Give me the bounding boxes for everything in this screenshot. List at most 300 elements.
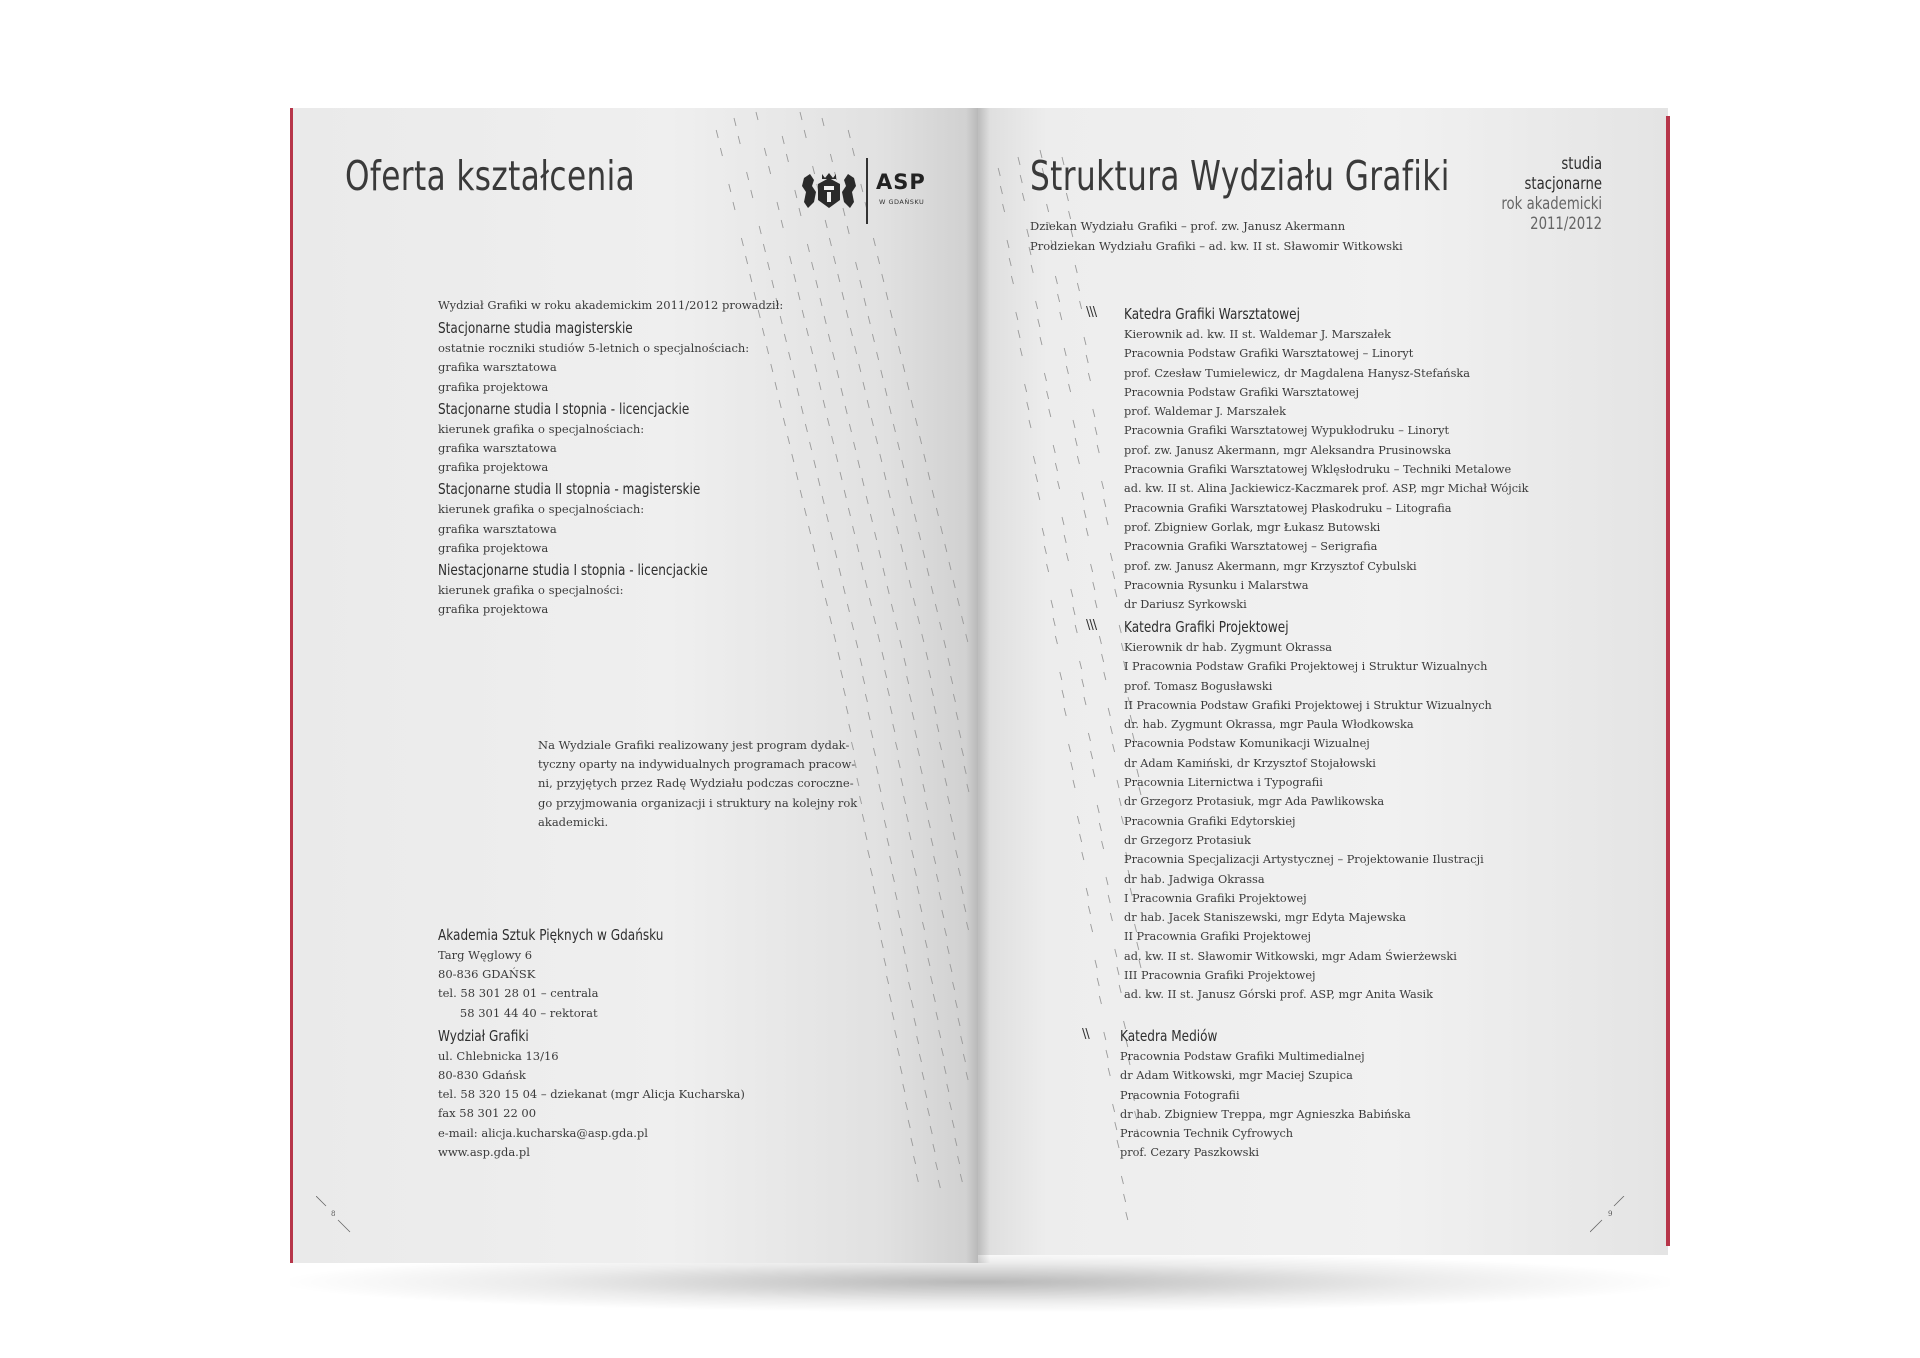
programs-list — [438, 317, 784, 619]
decorative-tick — [887, 586, 889, 594]
decorative-tick — [1036, 474, 1038, 482]
decorative-tick — [870, 514, 872, 522]
decorative-tick — [887, 838, 889, 846]
decorative-tick — [928, 1108, 930, 1116]
decorative-tick — [860, 796, 862, 804]
decorative-tick — [897, 526, 899, 534]
decorative-tick — [795, 190, 797, 198]
page-number-left: 8 — [331, 1210, 336, 1218]
decorative-tick — [1075, 265, 1077, 273]
decorative-tick — [961, 1036, 963, 1044]
faculty-contact-line: ul. Chlebnicka 13/16 — [438, 1048, 559, 1063]
decorative-tick — [942, 910, 944, 918]
study-mode-label — [1501, 154, 1602, 234]
decorative-tick — [786, 154, 788, 162]
decorative-tick — [838, 652, 840, 660]
decorative-tick — [916, 1174, 918, 1182]
decorative-tick — [933, 1144, 935, 1152]
decorative-tick — [939, 892, 941, 900]
decorative-tick — [915, 418, 917, 426]
decorative-tick — [870, 868, 872, 876]
decorative-tick — [936, 874, 938, 882]
katedra-item: ad. kw. II st. Sławomir Witkowski, mgr Adam Świerżewski — [1124, 949, 1457, 963]
decorative-tick — [829, 238, 831, 246]
decorative-tick — [879, 784, 881, 792]
decorative-tick — [1088, 373, 1090, 381]
decorative-tick — [939, 1030, 941, 1038]
decorative-tick — [1033, 456, 1035, 464]
vice-dean-line: Prodziekan Wydziału Grafiki – ad. kw. II st. Sławomir Witkowski — [1030, 239, 1403, 253]
decorative-tick — [887, 688, 889, 696]
logo-subtitle: W GDAŃSKU — [879, 198, 925, 206]
decorative-tick — [819, 382, 821, 390]
decorative-tick — [950, 964, 952, 972]
decorative-tick — [864, 298, 866, 306]
program-line: grafika warsztatowa — [438, 360, 557, 375]
decorative-tick — [841, 670, 843, 678]
katedra-item: Pracownia Grafiki Warsztatowej Wklęsłodruku – Techniki Metalowe — [1124, 463, 1512, 477]
decorative-tick — [720, 148, 722, 156]
decorative-tick — [1075, 625, 1077, 633]
decorative-tick — [901, 544, 903, 552]
decorative-tick — [1077, 456, 1079, 464]
decorative-tick — [738, 136, 740, 144]
decorative-tick — [772, 280, 774, 288]
decorative-tick — [834, 256, 836, 264]
decorative-tick — [886, 292, 888, 300]
decorative-tick — [1058, 481, 1060, 489]
academy-contact-line: tel. 58 301 28 01 – centrala — [438, 986, 599, 1001]
decorative-tick — [876, 904, 878, 912]
program-line: ostatnie roczniki studiów 5-letnich o specjalnościach: — [438, 341, 750, 356]
decorative-tick — [789, 352, 791, 360]
decorative-tick — [818, 478, 820, 486]
decorative-tick — [841, 388, 843, 396]
decorative-tick — [865, 832, 867, 840]
decorative-tick — [850, 328, 852, 336]
slash-marker: \\\ — [1086, 618, 1097, 633]
decorative-tick — [811, 346, 813, 354]
katedra-section — [1082, 1025, 1411, 1163]
decorative-tick — [879, 550, 881, 558]
decorative-tick — [926, 652, 928, 660]
decorative-tick — [844, 490, 846, 498]
asp-logo — [800, 158, 932, 224]
decorative-tick — [1062, 517, 1064, 525]
decorative-tick — [833, 352, 835, 360]
page-title-right: Struktura Wydziału Grafiki — [1030, 152, 1450, 200]
decorative-tick — [794, 274, 796, 282]
decorative-tick — [790, 256, 792, 264]
decorative-tick — [913, 598, 915, 606]
decorative-tick — [919, 1054, 921, 1062]
decorative-tick — [903, 946, 905, 954]
logo-wordmark: ASP — [876, 170, 926, 194]
katedra-item: ad. kw. II st. Janusz Górski prof. ASP, mgr Anita Wasik — [1124, 988, 1434, 1002]
decorative-tick — [751, 190, 753, 198]
decorative-tick — [889, 406, 891, 414]
decorative-tick — [800, 112, 802, 120]
decorative-tick — [900, 1066, 902, 1074]
decorative-tick — [835, 550, 837, 558]
decorative-tick — [1031, 265, 1033, 273]
decorative-tick — [852, 622, 854, 630]
decorative-tick — [945, 928, 947, 936]
decorative-tick — [955, 1000, 957, 1008]
decorative-tick — [887, 976, 889, 984]
decorative-tick — [1077, 816, 1079, 824]
decorative-tick — [832, 436, 834, 444]
decorative-tick — [823, 400, 825, 408]
decorative-tick — [871, 418, 873, 426]
decorative-tick — [947, 1084, 949, 1092]
decorative-tick — [801, 406, 803, 414]
decorative-tick — [945, 778, 947, 786]
decorative-tick — [885, 670, 887, 678]
decorative-tick — [862, 478, 864, 486]
decorative-tick — [927, 568, 929, 576]
decorative-tick — [733, 202, 735, 210]
decorative-tick — [822, 496, 824, 504]
decorative-tick — [877, 352, 879, 360]
decorative-tick — [897, 1048, 899, 1056]
decorative-tick — [931, 688, 933, 696]
decorative-tick — [1044, 373, 1046, 381]
decorative-tick — [1020, 175, 1022, 183]
decorative-tick — [923, 922, 925, 930]
katedra-item: dr Dariusz Syrkowski — [1124, 598, 1247, 612]
decorative-tick — [953, 982, 955, 990]
decorative-tick — [873, 886, 875, 894]
decorative-tick — [1066, 366, 1068, 374]
decorative-tick — [889, 994, 891, 1002]
katedra-item: Pracownia Podstaw Komunikacji Wizualnej — [1124, 737, 1370, 751]
description-line: akademicki. — [538, 814, 609, 829]
katedra-section — [1086, 616, 1492, 1005]
program-heading: Stacjonarne studia II stopnia - magisterskie — [438, 480, 701, 499]
decorative-tick — [859, 364, 861, 372]
decorative-tick — [856, 640, 858, 648]
decorative-tick — [909, 982, 911, 990]
decorative-tick — [925, 1090, 927, 1098]
decorative-tick — [935, 604, 937, 612]
decorative-tick — [911, 1000, 913, 1008]
decorative-tick — [962, 616, 964, 624]
decorative-tick — [899, 346, 901, 354]
decorative-tick — [1009, 258, 1011, 266]
program-line: kierunek grafika o specjalnościach: — [438, 421, 645, 436]
decorative-tick — [1018, 330, 1020, 338]
decorative-tick — [865, 580, 867, 588]
decorative-tick — [802, 310, 804, 318]
decorative-tick — [820, 298, 822, 306]
decorative-tick — [947, 946, 949, 954]
faculty-contact-line: www.asp.gda.pl — [438, 1144, 530, 1159]
decorative-tick — [953, 694, 955, 702]
decorative-tick — [1086, 528, 1088, 536]
decorative-tick — [797, 388, 799, 396]
decorative-tick — [1064, 535, 1066, 543]
decorative-tick — [813, 544, 815, 552]
decorative-tick — [1049, 409, 1051, 417]
decorative-tick — [944, 640, 946, 648]
decorative-tick — [1027, 229, 1029, 237]
description-line: go przyjmowania organizacji i struktury na kolejny rok — [538, 795, 858, 810]
katedra-item: dr. hab. Zygmunt Okrassa, mgr Paula Włodkowska — [1124, 718, 1414, 732]
katedra-item: prof. Tomasz Bogusławski — [1124, 679, 1273, 693]
academy-contact — [438, 924, 745, 1162]
dean-info — [1030, 216, 1403, 256]
decorative-tick — [764, 148, 766, 156]
study-mode-line-2: stacjonarne — [1524, 174, 1602, 194]
decorative-tick — [958, 1156, 960, 1164]
decorative-tick — [898, 760, 900, 768]
decorative-tick — [871, 730, 873, 738]
decorative-tick — [961, 886, 963, 894]
katedra-item: Pracownia Podstaw Grafiki Warsztatowej – Linoryt — [1124, 347, 1414, 361]
decorative-tick — [910, 496, 912, 504]
decorative-tick — [847, 604, 849, 612]
decorative-tick — [901, 778, 903, 786]
decorative-tick — [848, 130, 850, 138]
decorative-tick — [909, 832, 911, 840]
decorative-tick — [930, 1126, 932, 1134]
decorative-tick — [959, 730, 961, 738]
decorative-tick — [872, 334, 874, 342]
decorative-tick — [1084, 510, 1086, 518]
decorative-tick — [806, 328, 808, 336]
decorative-tick — [934, 856, 936, 864]
decorative-tick — [1071, 589, 1073, 597]
decorative-tick — [890, 310, 892, 318]
decorative-tick — [796, 472, 798, 480]
decorative-tick — [1124, 1194, 1126, 1202]
decorative-tick — [895, 1030, 897, 1038]
katedra-item: II Pracownia Podstaw Grafiki Projektowej i Struktur Wizualnych — [1124, 698, 1492, 712]
decorative-tick — [931, 586, 933, 594]
katedra-list — [1124, 325, 1529, 614]
decorative-tick — [838, 274, 840, 282]
academy-contact-line: 80-836 GDAŃSK — [438, 967, 536, 982]
decorative-tick — [924, 454, 926, 462]
katedra-item: prof. Czesław Tumielewicz, dr Magdalena Hanysz-Stefańska — [1124, 366, 1470, 380]
decorative-tick — [934, 706, 936, 714]
faculty-contact-line: fax 58 301 22 00 — [438, 1106, 537, 1121]
katedra-section — [1086, 303, 1529, 614]
decorative-tick — [1064, 708, 1066, 716]
decorative-tick — [932, 490, 934, 498]
decorative-tick — [894, 328, 896, 336]
decorative-tick — [936, 1012, 938, 1020]
slash-marker: \\\ — [1086, 305, 1097, 320]
decorative-tick — [948, 796, 950, 804]
decorative-tick — [905, 562, 907, 570]
decorative-tick — [1064, 348, 1066, 356]
decorative-tick — [824, 316, 826, 324]
katedra-item: dr hab. Jadwiga Okrassa — [1124, 872, 1265, 886]
decorative-tick — [1018, 157, 1020, 165]
decorative-tick — [875, 532, 877, 540]
katedra-item: I Pracownia Grafiki Projektowej — [1124, 891, 1307, 905]
decorative-tick — [828, 334, 830, 342]
program-line: grafika warsztatowa — [438, 441, 557, 456]
decorative-tick — [788, 436, 790, 444]
decorative-tick — [1084, 337, 1086, 345]
katedra-heading-row — [1082, 1025, 1411, 1047]
decorative-tick — [912, 850, 914, 858]
decorative-tick — [873, 238, 875, 246]
decorative-tick — [849, 724, 851, 732]
programs-block — [438, 296, 784, 619]
decorative-tick — [777, 202, 779, 210]
academic-year-label: rok akademicki — [1501, 194, 1602, 214]
decorative-tick — [1051, 600, 1053, 608]
program-description — [538, 736, 857, 832]
decorative-tick — [908, 1120, 910, 1128]
decorative-tick — [937, 724, 939, 732]
decorative-tick — [966, 634, 968, 642]
katedra-item: dr hab. Jacek Staniszewski, mgr Edyta Majewska — [1124, 911, 1407, 925]
decorative-tick — [1080, 301, 1082, 309]
decorative-tick — [1038, 492, 1040, 500]
decorative-tick — [1053, 618, 1055, 626]
decorative-tick — [855, 346, 857, 354]
faculty-heading: Wydział Grafiki — [438, 1026, 529, 1045]
program-line: grafika warsztatowa — [438, 521, 557, 536]
decorative-tick — [1071, 762, 1073, 770]
decorative-tick — [957, 598, 959, 606]
katedra-item: Pracownia Podstaw Grafiki Warsztatowej — [1124, 385, 1359, 399]
katedra-heading-row — [1086, 616, 1492, 638]
decorative-tick — [1020, 348, 1022, 356]
decorative-tick — [926, 802, 928, 810]
katedra-item: dr Adam Witkowski, mgr Maciej Szupica — [1120, 1069, 1353, 1083]
decorative-tick — [950, 1102, 952, 1110]
decorative-tick — [914, 514, 916, 522]
decorative-tick — [890, 856, 892, 864]
decorative-tick — [846, 706, 848, 714]
decorative-tick — [856, 262, 858, 270]
decorative-tick — [1075, 438, 1077, 446]
page-number-right: 9 — [1608, 1210, 1613, 1218]
decorative-tick — [884, 958, 886, 966]
decorative-tick — [860, 280, 862, 288]
decorative-tick — [914, 1156, 916, 1164]
decorative-tick — [734, 118, 736, 126]
decorative-tick — [966, 1072, 968, 1080]
decorative-tick — [953, 580, 955, 588]
decorative-tick — [847, 226, 849, 234]
program-heading: Stacjonarne studia magisterskie — [438, 319, 633, 338]
logo-divider — [866, 158, 868, 224]
decorative-tick — [1055, 276, 1057, 284]
decorative-tick — [843, 688, 845, 696]
decorative-tick — [919, 532, 921, 540]
program-heading: Stacjonarne studia I stopnia - licencjackie — [438, 399, 690, 418]
katedra-item: ad. kw. II st. Alina Jackiewicz-Kaczmarek prof. ASP, mgr Michał Wójcik — [1124, 482, 1529, 496]
decorative-tick — [902, 460, 904, 468]
decorative-tick — [768, 262, 770, 270]
katedra-item: dr Adam Kamiński, dr Krzysztof Stojałowski — [1124, 756, 1376, 770]
decorative-tick — [876, 436, 878, 444]
academic-year-value: 2011/2012 — [1530, 214, 1602, 234]
decorative-tick — [1055, 636, 1057, 644]
decorative-tick — [1036, 301, 1038, 309]
program-line: grafika projektowa — [438, 460, 549, 475]
decorative-tick — [846, 310, 848, 318]
decorative-tick — [793, 370, 795, 378]
decorative-tick — [931, 976, 933, 984]
decorative-tick — [825, 598, 827, 606]
decorative-tick — [769, 166, 771, 174]
katedra-item: Pracownia Fotografii — [1120, 1088, 1240, 1102]
decorative-tick — [1058, 294, 1060, 302]
katedra-item: Pracownia Grafiki Warsztatowej Płaskodruku – Litografia — [1124, 501, 1452, 515]
decorative-tick — [1047, 391, 1049, 399]
decorative-tick — [848, 508, 850, 516]
katedra-item: Pracownia Grafiki Edytorskiej — [1124, 814, 1296, 828]
katedra-item: prof. zw. Janusz Akermann, mgr Aleksandra Prusinowska — [1124, 443, 1452, 457]
decorative-tick — [882, 652, 884, 660]
katedra-item: Pracownia Technik Cyfrowych — [1120, 1127, 1294, 1141]
decorative-tick — [1060, 672, 1062, 680]
decorative-tick — [911, 1138, 913, 1146]
decorative-tick — [831, 532, 833, 540]
decorative-tick — [821, 580, 823, 588]
decorative-tick — [1088, 906, 1090, 914]
decorative-tick — [1044, 546, 1046, 554]
academy-contact-line: 58 301 44 40 – rektorat — [438, 1005, 598, 1020]
academy-heading: Akademia Sztuk Pięknych w Gdańsku — [438, 926, 664, 944]
decorative-tick — [1027, 402, 1029, 410]
decorative-tick — [896, 622, 898, 630]
decorative-tick — [893, 724, 895, 732]
katedra-item: Kierownik dr hab. Zygmunt Okrassa — [1124, 641, 1333, 654]
decorative-tick — [952, 1120, 954, 1128]
decorative-tick — [945, 544, 947, 552]
decorative-tick — [909, 580, 911, 588]
page-title-left: Oferta kształcenia — [345, 152, 636, 200]
decorative-tick — [810, 442, 812, 450]
decorative-tick — [861, 562, 863, 570]
decorative-tick — [941, 526, 943, 534]
decorative-tick — [942, 760, 944, 768]
decorative-tick — [827, 418, 829, 426]
decorative-tick — [967, 784, 969, 792]
decorative-tick — [863, 676, 865, 684]
decorative-tick — [741, 238, 743, 246]
decorative-tick — [809, 526, 811, 534]
decorative-tick — [746, 256, 748, 264]
decorative-tick — [716, 130, 718, 138]
description-line: Na Wydziale Grafiki realizowany jest program dydak- — [538, 738, 850, 752]
decorative-tick — [896, 742, 898, 750]
decorative-tick — [898, 442, 900, 450]
decorative-tick — [1053, 445, 1055, 453]
decorative-tick — [904, 658, 906, 666]
decorative-tick — [967, 922, 969, 930]
decorative-tick — [888, 490, 890, 498]
decorative-tick — [960, 1174, 962, 1182]
decorative-tick — [1047, 564, 1049, 572]
decorative-tick — [1016, 312, 1018, 320]
decorative-tick — [909, 694, 911, 702]
decorative-tick — [904, 796, 906, 804]
decorative-tick — [830, 616, 832, 624]
katedra-item: dr hab. Zbigniew Treppa, mgr Agnieszka Babińska — [1120, 1107, 1411, 1121]
decorative-tick — [815, 364, 817, 372]
decorative-tick — [964, 904, 966, 912]
